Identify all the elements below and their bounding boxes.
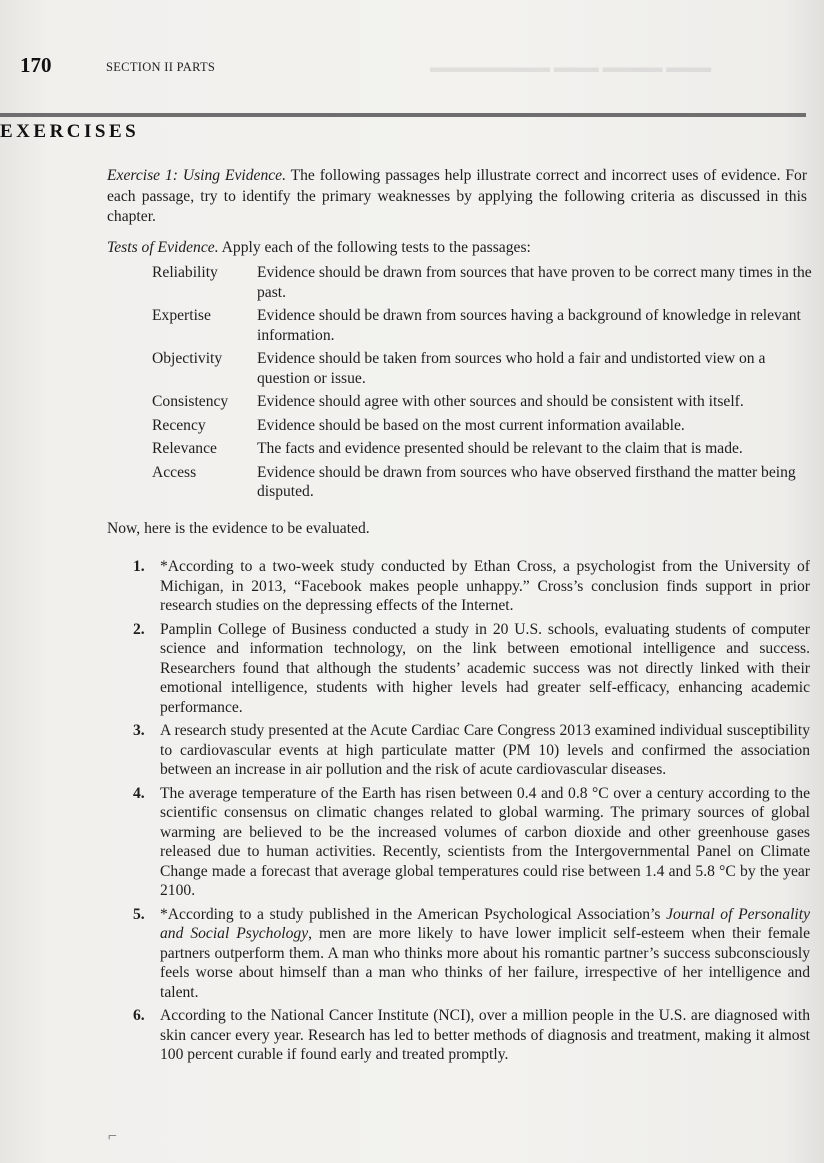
item-text: Pamplin College of Business conducted a study in 20 U.S. schools, evaluating students of computer science and information technology, on the link between emotional intelligence and success. Researchers found that although the students’ academic success was not directly linked with their emotional intelligence, students with higher levels had greater self-efficacy, enhancing academic performance. <box>160 620 810 716</box>
criterion-name: Access <box>152 463 197 481</box>
journal-title: Journal of Personality and Social Psychology <box>160 905 810 942</box>
criterion-row <box>152 416 812 436</box>
evaluation-intro: Now, here is the evidence to be evaluated. <box>107 520 370 537</box>
criterion-description: Evidence should be taken from sources who hold a fair and undistorted view on a question or issue. <box>257 350 766 387</box>
criterion-description: The facts and evidence presented should be relevant to the claim that is made. <box>257 440 743 457</box>
criterion-description: Evidence should agree with other sources and should be consistent with itself. <box>257 393 744 410</box>
criterion-row <box>152 349 812 388</box>
criterion-description: Evidence should be drawn from sources who have observed firsthand the matter being disputed. <box>257 463 796 500</box>
criterion-row <box>152 392 812 412</box>
page-number: 170 <box>20 53 52 77</box>
item-number: 1. <box>133 558 145 575</box>
tests-heading-rest: Apply each of the following tests to the passages: <box>218 239 531 256</box>
item-text <box>160 906 810 1001</box>
running-header: SECTION II PARTS <box>106 60 216 74</box>
list-item <box>133 1006 810 1065</box>
exercises-title: EXERCISES <box>0 121 140 142</box>
item-text: According to the National Cancer Institute (NCI), over a million people in the U.S. are diagnosed with skin cancer every year. Research has led to better methods of diagnosis and treatment, making it almost 100 percent curable if found early and treated promptly. <box>160 1007 810 1063</box>
list-item <box>133 905 811 1003</box>
tests-heading-italic: Tests of Evidence. <box>107 239 219 256</box>
item-number: 2. <box>133 620 145 638</box>
criterion-description: Evidence should be based on the most current information available. <box>257 416 685 434</box>
item-number: 3. <box>133 722 145 739</box>
exercise-intro <box>107 166 807 228</box>
header-rule <box>0 113 806 117</box>
item-number: 4. <box>133 784 145 802</box>
item-text: The average temperature of the Earth has risen between 0.4 and 0.8 °C over a century according to the scientific consensus on climatic changes related to global warming. The primary sources of global warming are believed to be the increased volumes of carbon dioxide and other greenhouse gases released due to human activities. Recently, scientists from the Intergovernmental Panel on Climate Change made a forecast that average global temperatures could rise between 1.4 and 5.8 °C by the year 2100. <box>160 784 810 899</box>
pencil-mark-icon: ⌐ <box>108 1128 118 1145</box>
exercise-intro-text: The following passages help illustrate correct and incorrect uses of evidence. For each passage, try to identify the primary weaknesses by applying the following criteria as discussed in this chapter. <box>107 167 808 225</box>
criterion-description: Evidence should be drawn from sources having a background of knowledge in relevant information. <box>257 307 801 344</box>
evidence-list <box>133 557 811 1069</box>
item-number: 5. <box>133 905 145 923</box>
item-text: *According to a two-week study conducted by Ethan Cross, a psychologist from the University of Michigan, in 2013, “Facebook makes people unhappy.” Cross’s conclusion finds support in prior research studies on the depressing effects of the Internet. <box>160 558 810 614</box>
bleed-through: ▬▬▬ ▬▬▬▬ ▬▬▬ ▬▬▬▬▬▬▬▬ <box>430 60 712 76</box>
criterion-name: Recency <box>152 416 206 434</box>
criterion-description: Evidence should be drawn from sources that have proven to be correct many times in the past. <box>257 264 812 301</box>
criterion-row <box>152 463 812 502</box>
criterion-name: Objectivity <box>152 350 223 367</box>
criterion-row <box>152 306 812 345</box>
item-text: A research study presented at the Acute Cardiac Care Congress 2013 examined individual susceptibility to cardiovascular events at high particulate matter (PM 10) levels and confirmed the association between an increase in air pollution and the risk of acute cardiovascular diseases. <box>160 722 810 778</box>
item-text-pre: *According to a study published in the American Psychological Association’s <box>160 905 667 923</box>
item-text-post: , men are more likely to have lower implicit self-esteem when their female partners outperform them. A man who thinks more about his romantic partner’s success subconsciously feels worse about himself than a man who thinks of her failure, irrespective of her intelligence and talent. <box>160 925 811 1001</box>
tests-heading <box>107 238 531 259</box>
criterion-name: Relevance <box>152 440 217 457</box>
criterion-row <box>152 263 812 302</box>
list-item <box>133 784 810 901</box>
list-item <box>133 620 810 718</box>
list-item <box>133 721 810 780</box>
exercise-lead: Exercise 1: Using Evidence. <box>107 167 286 184</box>
criterion-row <box>152 439 812 459</box>
criterion-name: Reliability <box>152 264 218 281</box>
criterion-name: Expertise <box>152 307 211 324</box>
criterion-name: Consistency <box>152 393 229 410</box>
criteria-list <box>152 263 812 506</box>
list-item <box>133 557 810 616</box>
item-number: 6. <box>133 1007 145 1024</box>
